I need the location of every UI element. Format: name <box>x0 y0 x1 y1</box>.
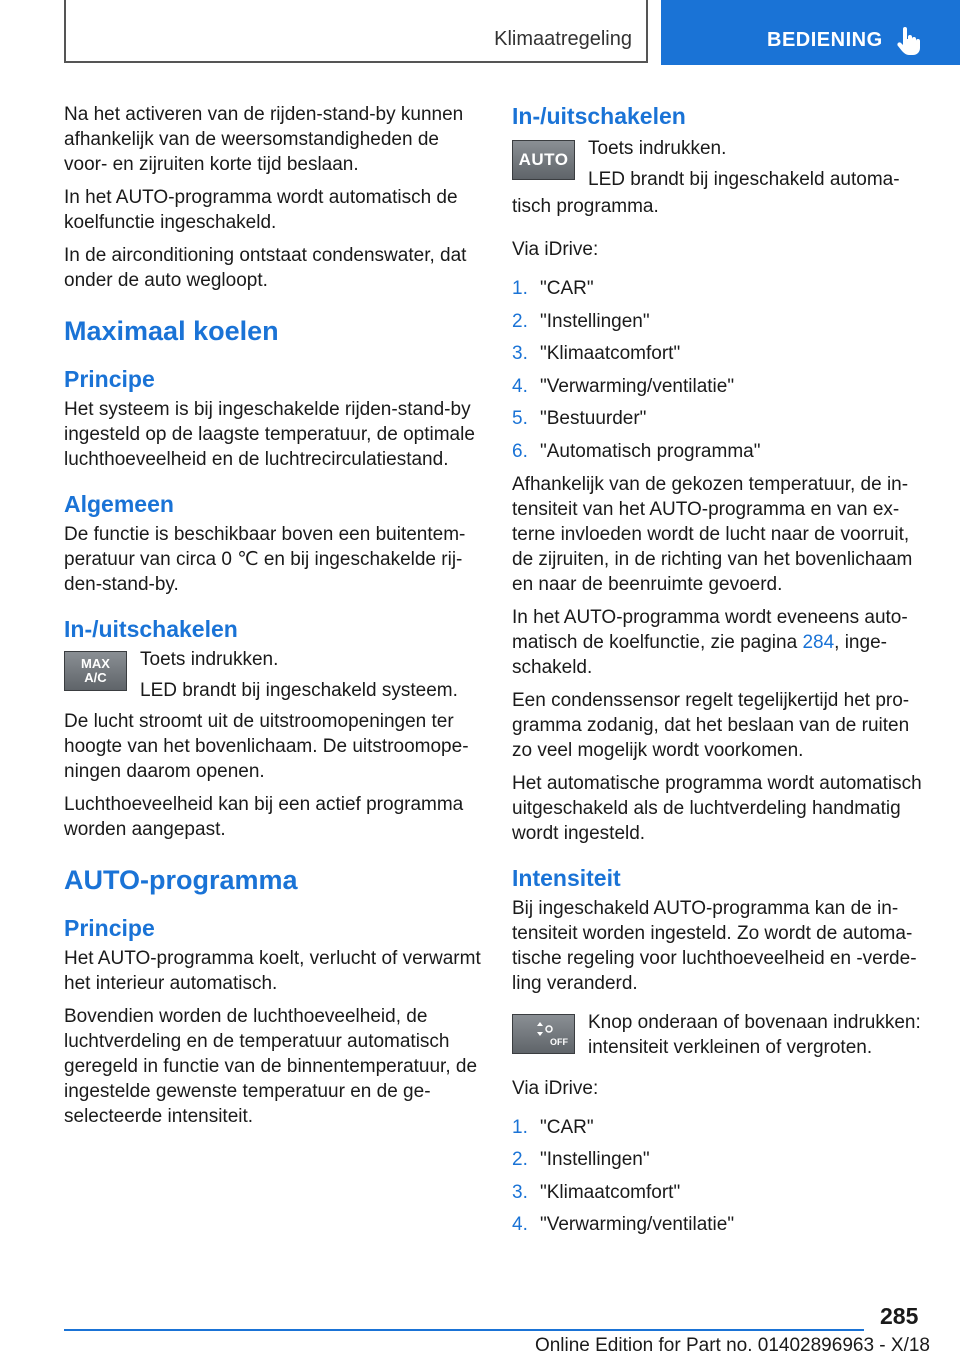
button-instruction: LED brandt bij ingeschakeld systeem. <box>140 680 458 701</box>
list-item-text: "Verwarming/ventilatie" <box>540 375 735 397</box>
list-item-text: "Verwarming/ventilatie" <box>540 1214 735 1235</box>
idrive-steps-list <box>512 1115 932 1238</box>
button-instruction: Knop onderaan of bovenaan indrukken: intensiteit verkleinen of vergroten. <box>588 1011 921 1058</box>
via-idrive-label: Via iDrive: <box>512 239 599 260</box>
heading-intensity: Intensiteit <box>512 864 621 891</box>
list-item <box>512 1212 932 1237</box>
list-item <box>512 276 932 301</box>
paragraph: Bij ingeschakeld AUTO-programma kan de intensiteit worden ingesteld. Zo wordt de automatische regeling voor luchthoeveelheid en -verdeling veranderd. <box>512 897 917 994</box>
idrive-steps-list <box>512 276 932 464</box>
right-column <box>512 102 932 1245</box>
list-item-number: 4. <box>512 375 528 397</box>
footer-edition: Online Edition for Part no. 01402896963 - X/18 <box>534 1335 930 1356</box>
page-link[interactable]: 284 <box>802 631 835 653</box>
list-item <box>512 341 932 366</box>
paragraph: Een condenssensor regelt tegelijkertijd het programma zodanig, dat het beslaan van de ruiten zo veel mogelijk wordt voorkomen. <box>512 689 910 761</box>
heading-auto-program: AUTO-programma <box>64 865 298 895</box>
heading-on-off: In-/uitschakelen <box>64 616 238 642</box>
list-item-text: "Instellingen" <box>540 310 650 332</box>
list-item-number: 2. <box>512 310 528 332</box>
list-item-number: 6. <box>512 440 528 462</box>
button-instruction: Toets indrukken. <box>140 649 279 670</box>
list-item-text: "CAR" <box>540 278 594 299</box>
list-item-text: "Instellingen" <box>540 1149 650 1170</box>
paragraph: In het AUTO-programma wordt automatisch de koelfunctie ingeschakeld. <box>64 187 458 233</box>
heading-general: Algemeen <box>64 491 174 517</box>
button-instruction: Toets indrukken. <box>588 138 727 159</box>
list-item-text: "Klimaatcomfort" <box>540 343 681 364</box>
auto-button-icon: AUTO <box>512 140 575 180</box>
button-instruction: LED brandt bij ingeschakeld automa- <box>588 169 900 190</box>
paragraph-text: In het AUTO-programma wordt eveneens automatisch de koelfunctie, zie pagina <box>512 606 908 653</box>
list-item <box>512 1180 932 1205</box>
paragraph: Na het activeren van de rijden-stand-by kunnen afhankelijk van de weersomstandigheden de voor- en zijruiten korte tijd beslaan. <box>64 104 464 175</box>
paragraph: Het AUTO-programma koelt, verlucht of verwarmt het interieur automatisch. <box>64 948 481 994</box>
list-item-number: 1. <box>512 1116 528 1138</box>
paragraph: Het automatische programma wordt automatisch uitgeschakeld als de luchtverdeling handmatig wordt ingesteld. <box>512 772 922 844</box>
list-item <box>512 309 932 334</box>
via-idrive-label: Via iDrive: <box>512 1077 599 1099</box>
header-chapter-box <box>661 0 960 65</box>
paragraph: Afhankelijk van de gekozen temperatuur, de intensiteit van het AUTO-programma en van externe invloeden wordt de lucht naar de voorruit, de zijruiten, in de richting van het bovenlichaam en naar de beenruimte gevoerd. <box>512 473 913 595</box>
list-item <box>512 439 932 464</box>
list-item-number: 2. <box>512 1149 528 1170</box>
fan-icon <box>533 1020 555 1038</box>
list-item-number: 1. <box>512 278 528 299</box>
paragraph: tisch programma. <box>512 196 659 217</box>
fan-intensity-button-icon <box>512 1014 575 1054</box>
heading-on-off: In-/uitschakelen <box>512 103 686 129</box>
list-item-number: 3. <box>512 1181 528 1203</box>
footer-divider <box>64 1329 864 1331</box>
left-column <box>64 102 484 1137</box>
list-item <box>512 406 932 431</box>
off-label: OFF <box>550 1037 568 1047</box>
header-section-title: Klimaatregeling <box>494 28 632 50</box>
paragraph: Bovendien worden de luchthoeveelheid, de luchtverdeling en de temperatuur automatisch geregeld in functie van de binnentemperatuur, de ingestelde gewenste temperatuur en de geselecteerde intensiteit. <box>64 1006 478 1127</box>
heading-principle: Principe <box>64 366 155 392</box>
list-item-number: 5. <box>512 408 528 429</box>
list-item-text: "Klimaatcomfort" <box>540 1181 681 1203</box>
paragraph: Het systeem is bij ingeschakelde rijden-stand-by ingesteld op de laagste temperatuur, de optimale luchthoeveelheid en de luchtrecirculatiestand. <box>64 399 475 470</box>
pointing-hand-icon <box>897 26 921 56</box>
header-section-box <box>64 0 648 63</box>
auto-button-row <box>512 136 932 192</box>
heading-max-cooling: Maximaal koelen <box>64 316 279 346</box>
max-ac-button-row <box>64 647 484 703</box>
heading-principle: Principe <box>64 915 155 941</box>
list-item <box>512 1147 932 1172</box>
paragraph: De functie is beschikbaar boven een buitentemperatuur van circa 0 ℃ en bij ingeschakelde rijden-stand-by. <box>64 524 466 595</box>
paragraph: De lucht stroomt uit de uitstroomopeningen ter hoogte van het bovenlichaam. De uitstroomopeningen daarom openen. <box>64 711 469 782</box>
list-item-text: "Bestuurder" <box>540 408 647 429</box>
paragraph: In de airconditioning ontstaat condenswater, dat onder de auto wegloopt. <box>64 245 467 291</box>
paragraph <box>512 605 932 680</box>
list-item <box>512 374 932 399</box>
page-number: 285 <box>880 1303 919 1329</box>
intensity-button-row <box>512 1010 932 1060</box>
list-item-text: "Automatisch programma" <box>540 440 761 462</box>
paragraph-text: , ingeschakeld. <box>512 631 887 678</box>
paragraph: Luchthoeveelheid kan bij een actief programma worden aangepast. <box>64 794 464 840</box>
list-item-text: "CAR" <box>540 1116 594 1138</box>
max-ac-button-icon: MAX A/C <box>64 651 127 691</box>
list-item <box>512 1115 932 1140</box>
header-chapter-title: BEDIENING <box>767 29 883 51</box>
list-item-number: 4. <box>512 1214 528 1235</box>
list-item-number: 3. <box>512 343 528 364</box>
